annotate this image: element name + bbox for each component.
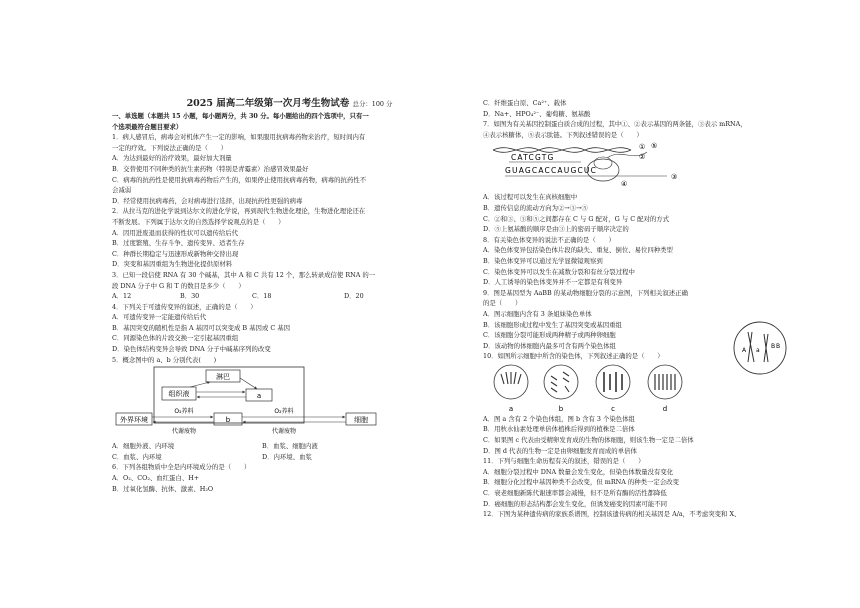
question-line: D．癌细胞的形态结构都会发生变化，但诱发癌变的因素可能不同 xyxy=(483,499,668,508)
question-line: C．②和③、③和⑤之间都存在 C 与 G 配对，G 与 C 配对的方式 xyxy=(483,214,670,223)
question-line: B．遗传信息的流动方向为②→③→⑤ xyxy=(483,203,588,212)
question-line: D．突变和基因重组为生物进化提供原材料 xyxy=(112,260,233,269)
option-b: B．30 xyxy=(180,292,200,301)
top-sequence: CATCGTG xyxy=(511,153,555,163)
question-line: A．为达到最好的治疗效果，最好加大剂量 xyxy=(112,154,232,163)
question-line: D．经常使用抗病毒药，会对病毒进行选择，出现抗药性更强的病毒 xyxy=(112,196,303,205)
question-line: 4．下列关于可遗传变异的叙述，正确的是（ ） xyxy=(112,302,257,311)
questions-1-3 xyxy=(112,132,467,291)
question-line: B．过氧化氢酶、抗体、激素、H₂O xyxy=(112,484,214,493)
question-line: B．细胞分化过程中基因种类不会改变，但 mRNA 的种类一定会改变 xyxy=(483,478,679,487)
question-line: 12．下图为某种遗传病的家族系谱图，控制该遗传病的相关基因是 A/a，不考虑突变和 X、 xyxy=(483,510,741,519)
questions-4-5 xyxy=(112,302,467,366)
question-line: A．可遗传变异一定能遗传给后代 xyxy=(112,313,207,322)
question-line: D．图 d 代表的生物一定是由卵细胞发育而成的单倍体 xyxy=(483,446,637,455)
section-heading-line: 个选项最符合题目要求） xyxy=(112,122,183,131)
left-column xyxy=(112,111,467,494)
question-line: 5．概念图中的 a、b 分别代表( ) xyxy=(112,355,217,364)
question-line: 段 DNA 分子中 G 和 T 的数目是多少（ ） xyxy=(112,281,245,290)
cell-label-a: a xyxy=(508,404,514,413)
chromosome-cells-diagram xyxy=(489,362,689,414)
question-line: C．染色体变异可以发生在减数分裂和有丝分裂过程中 xyxy=(483,267,635,276)
waste-right-label: 代谢废物 xyxy=(271,428,297,436)
question-line: ④表示核糖体，⑤表示肽链。下列叙述错误的是（ ） xyxy=(483,130,643,139)
arrow xyxy=(190,382,210,387)
question-line: B．染色体变异可以通过光学显微镜观察到 xyxy=(483,256,603,265)
question-line: C．病毒的抗药性是使用抗病毒药物后产生的，如果停止使用抗病毒药物，病毒的抗药性不 xyxy=(112,175,367,184)
label-3: ③ xyxy=(671,173,678,182)
dna-diagram xyxy=(491,140,691,192)
exam-title xyxy=(112,98,467,110)
cell-b xyxy=(544,365,578,399)
question-line: A．该过程可以发生在真核细胞中 xyxy=(483,193,578,202)
question-line: 会减弱 xyxy=(112,186,132,195)
concept-diagram xyxy=(114,365,414,441)
q3-options xyxy=(112,291,467,302)
gene-label-a: a xyxy=(756,347,760,354)
q5-options-row xyxy=(112,452,467,463)
gene-label-A: A xyxy=(742,347,747,354)
question-line: A．染色体变异包括染色体片段的缺失、重复、倒位、易位四种类型 xyxy=(483,246,673,255)
tissue-fluid-label: 组织液 xyxy=(168,390,190,399)
cell-label-b: b xyxy=(558,404,564,413)
question-line: B．该细胞形成过程中发生了基因突变或基因重组 xyxy=(483,320,622,329)
question-line: 一定的疗效。下列说法正确的是（ ） xyxy=(112,143,228,152)
question-line: 的是（ ） xyxy=(483,299,522,308)
gene-label-B1: B xyxy=(771,343,776,350)
question-line: C．如果图 c 代表由受精卵发育成的生物的体细胞，则该生物一定是二倍体 xyxy=(483,436,694,445)
lymph-label: 淋巴 xyxy=(216,373,230,382)
question-line: A．O₂、CO₂、血红蛋白、H+ xyxy=(112,474,200,483)
option-c: C．血浆、内环境 xyxy=(112,452,162,461)
question-line: 不断发展。下列属于达尔文的自然选择学说观点的是（ ） xyxy=(112,217,285,226)
question-line: C．纤维蛋白原、Ca²⁺、载体 xyxy=(483,99,567,107)
question-line: B．过度繁殖、生存斗争、遗传变异、适者生存 xyxy=(112,239,245,248)
q9-cell-diagram xyxy=(730,318,790,378)
question-line: D．人工诱导的染色体变异并不一定都是有利变异 xyxy=(483,278,623,287)
question-line: B．用秋水仙素处理单倍体植株后得到的植株是二倍体 xyxy=(483,425,635,434)
b-label: b xyxy=(225,416,231,425)
exam-title-text: 2025 届高二年级第一次月考生物试卷 xyxy=(186,98,350,109)
cell-label-d: d xyxy=(662,404,668,413)
bottom-sequence: GUAGCACCAUGCUC xyxy=(505,166,598,176)
a-label: a xyxy=(256,392,262,401)
option-b: B．血浆、细胞内液 xyxy=(262,442,318,451)
chromosomes-d xyxy=(655,374,675,390)
question-line: 11．下列与细胞生命历程有关的叙述，错误的是（ ） xyxy=(483,457,645,466)
question-line: A．因用进废退而获得的性状可以遗传给后代 xyxy=(112,228,239,237)
label-1: ① xyxy=(639,143,646,152)
question-line: C．同源染色体的片段交换一定引起基因重组 xyxy=(112,334,239,343)
question-line: 10．如图所示细胞中所含的染色体，下列叙述正确的是（ ） xyxy=(483,352,664,361)
question-line: 9．图是基因型为 AaBB 的某动物细胞分裂的示意图，下列相关叙述正确 xyxy=(483,288,688,297)
question-line: 7．如图为有关基因控制蛋白质合成的过程，其中①、②表示基因的两条链，③表示 mRNA， xyxy=(483,120,747,129)
question-line: 6．下列各组物质中全是内环境成分的是（ ） xyxy=(112,463,251,472)
question-line: 2．从拉马克的进化学说到达尔文的进化学说，再到现代生物进化理论，生物进化理论还在 xyxy=(112,207,366,216)
option-d: D．20 xyxy=(344,292,364,301)
question-line: D．Na+、HPO₄²⁻、葡萄糖、氨基酸 xyxy=(483,109,591,118)
gene-label-B2: B xyxy=(776,343,781,350)
question-line: A．细胞分裂过程中 DNA 数量会发生变化，但染色体数量没有变化 xyxy=(483,467,674,476)
option-a: A．12 xyxy=(112,292,132,301)
arrow xyxy=(240,378,257,389)
question-line: A．图 a 含有 2 个染色体组，图 b 含有 3 个染色体组 xyxy=(483,414,635,423)
question-line: D．该动物的体细胞内最多可含有两个染色体组 xyxy=(483,341,616,350)
section-heading-line: 一、单选题（本题共 15 小题，每小题两分，共 30 分。每小题给出的四个选项中，只有一 xyxy=(112,112,369,120)
option-c: C．18 xyxy=(252,292,272,301)
chromosomes-b xyxy=(551,372,569,392)
question-line: C．该细胞分裂可能形成两种精子或两种卵细胞 xyxy=(483,331,616,340)
q5-options-row xyxy=(112,441,467,452)
label-2: ② xyxy=(639,153,646,162)
cell-c xyxy=(596,365,630,399)
label-4: ④ xyxy=(621,180,628,189)
question-line: B．交替使用不同种类的抗生素药物（特别是青霉素）治感冒效果最好 xyxy=(112,164,309,173)
o2-right-label: O₂养料 xyxy=(274,408,294,416)
dna-strand-2 xyxy=(493,148,631,153)
question-line: 1．病人感冒后，病毒会对机体产生一定的影响，如果服用抗病毒药物来治疗，短时间内有 xyxy=(112,133,366,142)
cell-label: 细胞 xyxy=(354,416,368,425)
cell-d xyxy=(648,365,682,399)
question-line: C．衰老细胞新陈代谢速率都会减慢，但不是所有酶的活性都降低 xyxy=(483,489,667,498)
label-5: ⑤ xyxy=(651,142,658,151)
option-a: A．细胞外液、内环境 xyxy=(112,442,175,451)
cell-label-c: c xyxy=(611,404,615,413)
question-line: D．⑤上氨基酸的顺序是由③上的密码子顺序决定的 xyxy=(483,225,629,234)
option-d: D．内环境、血浆 xyxy=(262,452,312,461)
question-line: B．基因突变的随机性是指 A 基因可以突变成 B 基因或 C 基因 xyxy=(112,323,291,332)
chromosomes-a xyxy=(501,372,521,384)
right-column xyxy=(483,98,801,520)
waste-left-label: 代谢废物 xyxy=(171,428,197,436)
exam-score: 总分：100 分 xyxy=(352,100,393,108)
question-line: 8．有关染色体变异的说法不正确的是（ ） xyxy=(483,235,615,244)
question-line: A．图示细胞内含有 3 条姐妹染色单体 xyxy=(483,309,592,318)
chromosomes-c xyxy=(604,372,622,392)
question-line: 3．已知一段信使 RNA 有 30 个碱基，其中 A 和 C 共有 12 个，那么转录成信使 RNA 的一 xyxy=(112,270,376,279)
question-line: C．种群长期稳定与迅速形成新物种交替出现 xyxy=(112,249,239,258)
o2-left-label: O₂养料 xyxy=(174,408,194,416)
external-label: 外界环境 xyxy=(120,416,148,425)
question-line: D．染色体结构变异会导致 DNA 分子中碱基序列的改变 xyxy=(112,345,271,354)
